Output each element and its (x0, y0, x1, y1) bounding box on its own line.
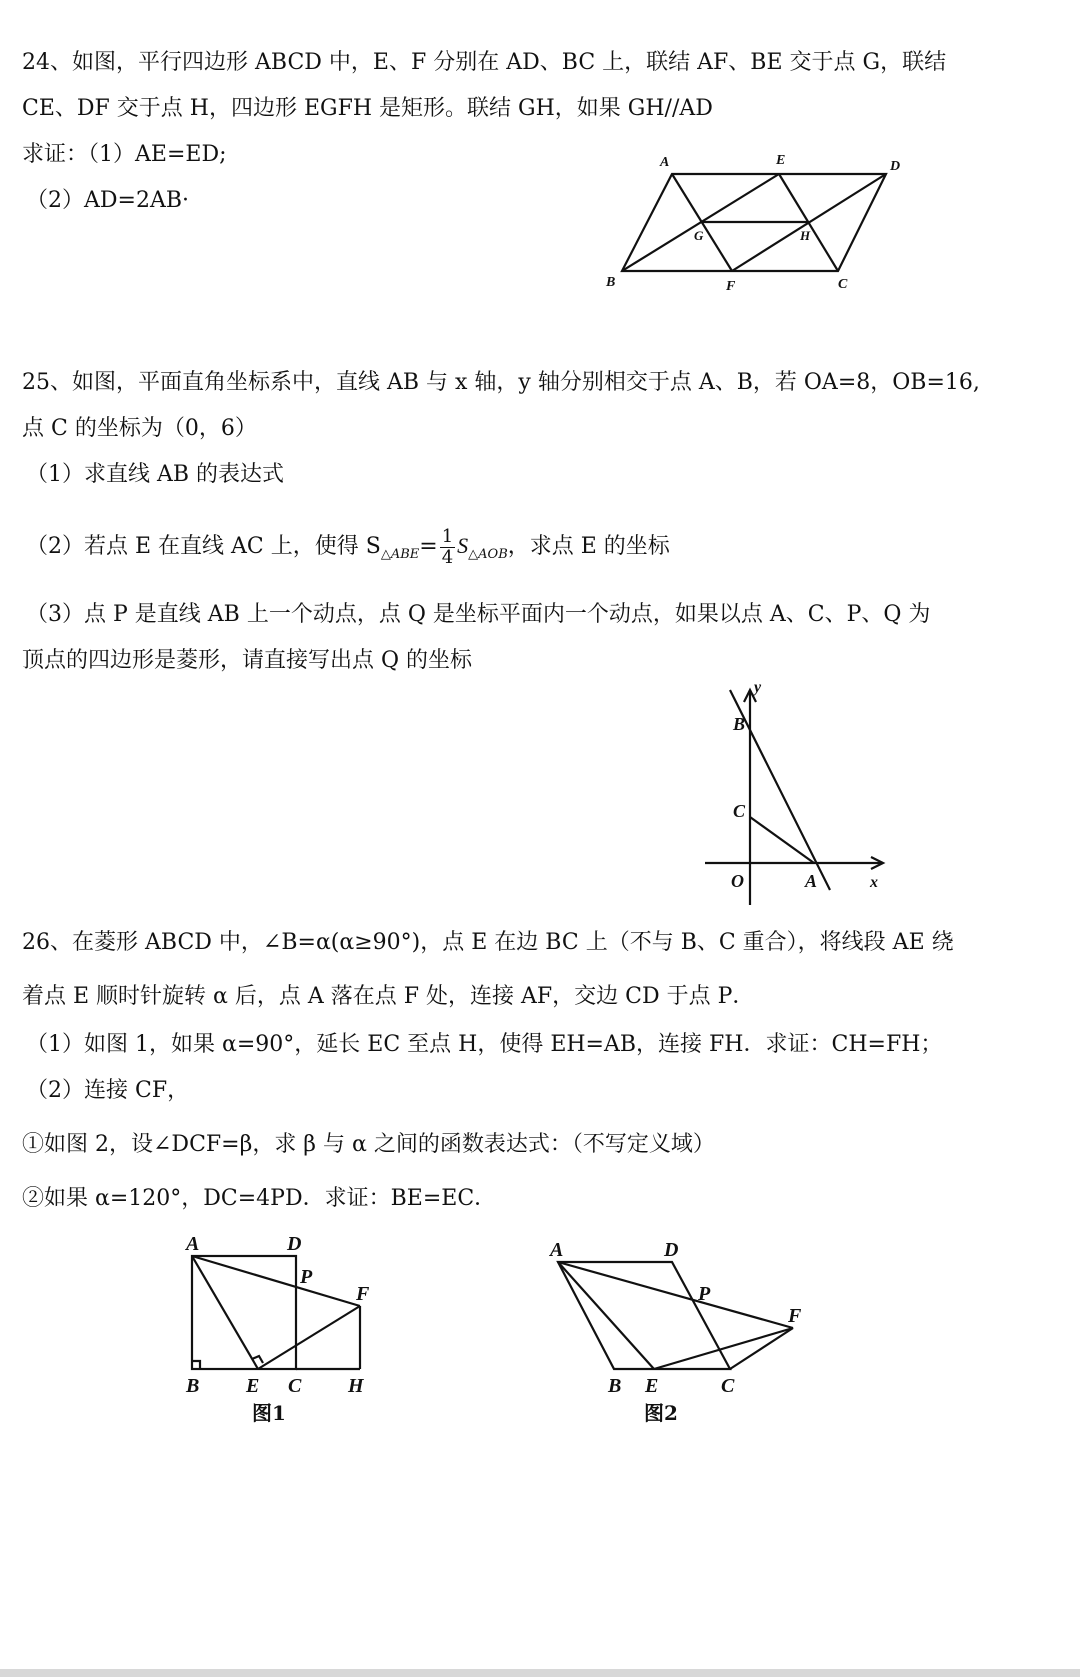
fig2-label-E: E (645, 1375, 659, 1397)
q25-line6: 顶点的四边形是菱形，请直接写出点 Q 的坐标 (22, 648, 473, 673)
q25-sub-aob: △AOB (468, 547, 508, 562)
fig2-caption: 图2 (644, 1401, 678, 1425)
q25-line4-suffix: ，求点 E 的坐标 (507, 534, 670, 559)
q24-line2: CE、DF 交于点 H，四边形 EGFH 是矩形。联结 GH，如果 GH//AD (22, 96, 713, 121)
q25-line5: （3）点 P 是直线 AB 上一个动点，点 Q 是坐标平面内一个动点，如果以点 A、C、P、Q 为 (26, 602, 931, 627)
q24-line3: 求证：（1）AE=ED; (22, 142, 227, 167)
q24-line4: （2）AD=2AB· (26, 188, 190, 213)
fig2-label-F: F (788, 1305, 802, 1327)
fig1-label-D: D (287, 1233, 302, 1255)
q26-line6: ②如果 α=120°，DC=4PD．求证：BE=EC． (22, 1186, 497, 1211)
q25-s2: S (457, 533, 469, 558)
scan-bottom-edge (0, 1669, 1080, 1677)
fig2-label-D: D (664, 1239, 679, 1261)
q24-label-B: B (606, 275, 616, 290)
q25-label-O: O (731, 871, 744, 891)
q26-line2: 着点 E 顺时针旋转 α 后，点 A 落在点 F 处，连接 AF，交边 CD 于点 P． (22, 984, 755, 1009)
q25-sub-abe: △ABE (380, 547, 420, 562)
q25-label-x: x (870, 874, 878, 891)
fig1-label-B: B (186, 1375, 200, 1397)
q24-line1: 24、如图，平行四边形 ABCD 中，E、F 分别在 AD、BC 上，联结 AF、BE 交于点 G，联结 (22, 50, 947, 75)
q24-label-E: E (776, 153, 786, 168)
q25-line2: 点 C 的坐标为（0，6） (22, 416, 257, 441)
fig1-label-A: A (186, 1233, 200, 1255)
fig1-label-C: C (288, 1375, 302, 1397)
fig1-label-F: F (356, 1283, 370, 1305)
q24-label-H: H (800, 228, 811, 243)
q25-label-y: y (754, 679, 762, 696)
fig1-label-H: H (348, 1375, 364, 1397)
q25-line3: （1）求直线 AB 的表达式 (26, 462, 285, 487)
q25-label-A: A (805, 871, 818, 891)
fig1-caption: 图1 (252, 1401, 286, 1425)
q25-line4-prefix: （2）若点 E 在直线 AC 上，使得 S (26, 534, 381, 559)
fig2-label-B: B (608, 1375, 622, 1397)
q25-label-B: B (733, 714, 746, 734)
q25-label-C: C (733, 801, 746, 821)
q24-label-D: D (890, 159, 901, 174)
fig2-label-A: A (550, 1239, 564, 1261)
q26-line3: （1）如图 1，如果 α=90°，延长 EC 至点 H，使得 EH=AB，连接 FH．求证：CH=FH； (26, 1032, 943, 1057)
q25-frac-num: 1 (441, 525, 454, 547)
q24-label-G: G (694, 228, 704, 243)
q24-label-F: F (726, 279, 736, 294)
fig2-label-P: P (698, 1283, 711, 1305)
q25-frac-den: 4 (441, 546, 454, 568)
q25-line1: 25、如图，平面直角坐标系中，直线 AB 与 x 轴，y 轴分别相交于点 A、B，若 OA=8，OB=16, (22, 370, 980, 395)
q25-eq: = (419, 534, 438, 559)
fig1-label-P: P (300, 1266, 313, 1288)
q26-line1: 26、在菱形 ABCD 中，∠B=α(α≥90°)，点 E 在边 BC 上（不与 B、C 重合），将线段 AE 绕 (22, 930, 954, 955)
q24-label-A: A (660, 155, 670, 170)
q26-line4: （2）连接 CF， (26, 1078, 190, 1103)
fig2-label-C: C (721, 1375, 735, 1397)
q24-label-C: C (838, 277, 848, 292)
q26-line5: ①如图 2，设∠DCF=β，求 β 与 α 之间的函数表达式：（不写定义域） (22, 1132, 715, 1157)
fig1-label-E: E (246, 1375, 260, 1397)
